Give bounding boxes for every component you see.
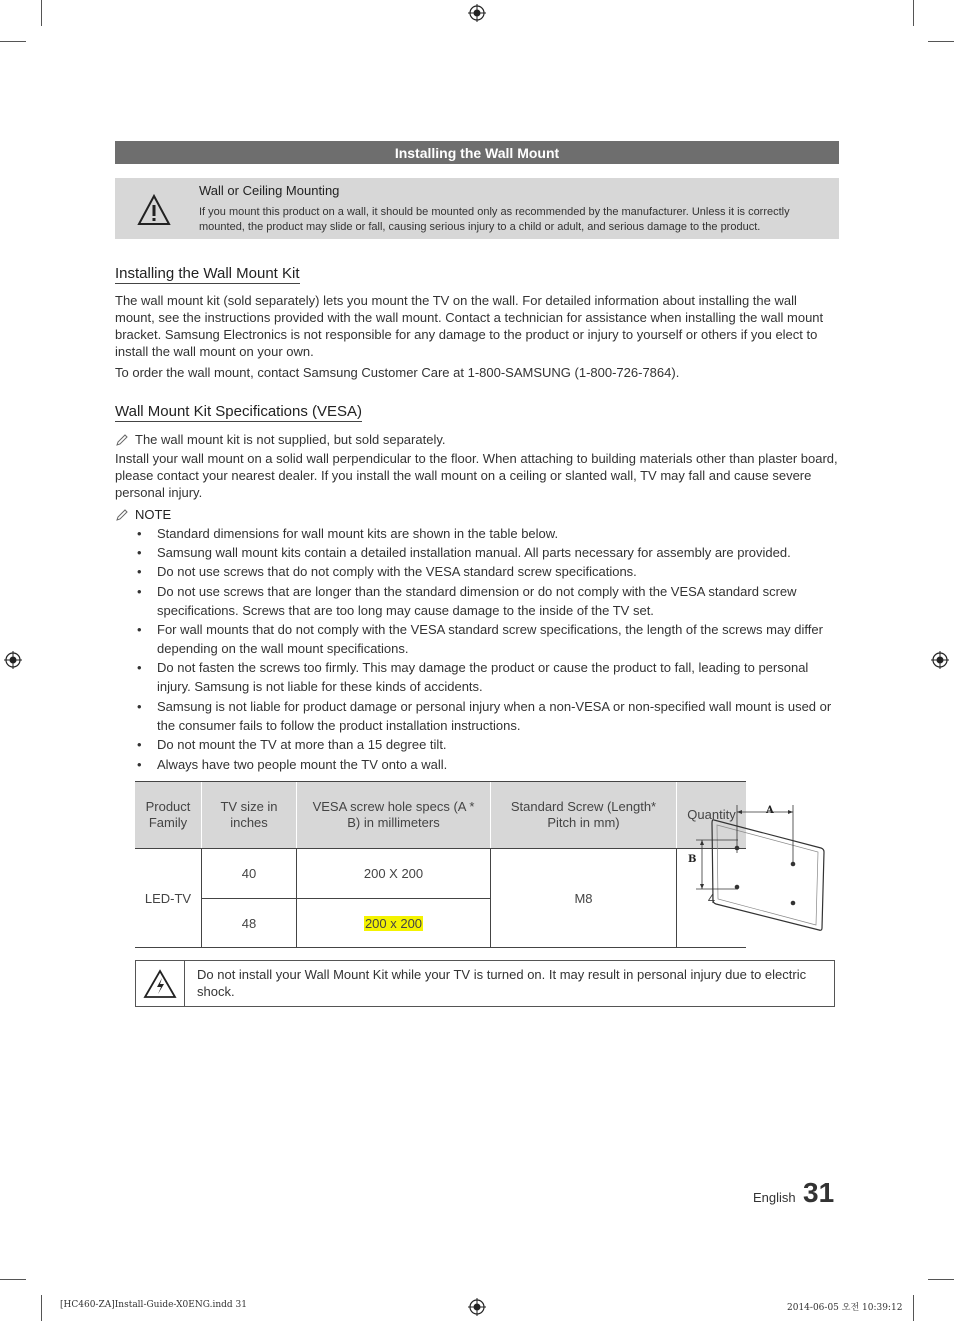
registration-mark-icon	[468, 1298, 486, 1316]
dimension-label-b: B	[688, 854, 697, 865]
list-item-text: Do not mount the TV at more than a 15 degree tilt.	[157, 737, 447, 752]
note-pencil-icon	[115, 508, 129, 522]
tv-mount-diagram	[684, 798, 830, 938]
registration-mark-icon	[4, 651, 22, 669]
note-pencil-icon	[115, 433, 129, 447]
crop-mark	[41, 0, 42, 26]
table-header-row	[135, 782, 746, 849]
vesa-spec-table	[135, 781, 746, 948]
footer-language: English	[753, 1190, 796, 1205]
column-header: VESA screw hole specs (A * B) in millimeters	[297, 782, 491, 849]
list-item-text: Do not use screws that do not comply with the VESA standard screw specifications.	[157, 564, 637, 579]
table-cell-screw: M8	[491, 849, 677, 948]
order-paragraph: To order the wall mount, contact Samsung Customer Care at 1-800-SAMSUNG (1-800-726-7864).	[115, 365, 680, 380]
table-cell-vesa: 200 X 200	[297, 849, 491, 899]
warning-text: If you mount this product on a wall, it should be mounted only as recommended by the manufacturer. Unless it is correctly mounted, the product may slide or fall, causing serious injury to a child or adult, and serious damage to the product.	[199, 206, 790, 233]
crop-mark	[41, 1295, 42, 1321]
table-cell-vesa	[297, 899, 491, 948]
registration-mark-icon	[931, 651, 949, 669]
warning-title: Wall or Ceiling Mounting	[199, 183, 340, 198]
warning-triangle-icon	[137, 194, 171, 226]
crop-mark	[928, 41, 954, 42]
list-item-text: Always have two people mount the TV onto a wall.	[157, 757, 448, 772]
table-cell-size: 48	[202, 899, 297, 948]
dimension-label-a: A	[766, 805, 774, 816]
registration-mark-icon	[468, 4, 486, 22]
crop-mark	[0, 41, 26, 42]
caution-text: Do not install your Wall Mount Kit while your TV is turned on. It may result in personal injury due to electric shock.	[197, 967, 807, 999]
list-item-text: Do not use screws that are longer than the standard dimension or do not comply with the VESA standard screw specifications. Screws that are too long may cause damage to the inside of the TV set.	[157, 584, 797, 618]
table-row	[135, 849, 746, 899]
list-item-text: Standard dimensions for wall mount kits are shown in the table below.	[157, 526, 559, 541]
highlighted-value: 200 x 200	[364, 915, 423, 931]
column-header: Product Family	[135, 782, 202, 849]
list-item-text: Samsung is not liable for product damage or personal injury when a non-VESA or non-specified wall mount is used or the consumer fails to follow the product installation instructions.	[157, 699, 832, 733]
crop-mark	[913, 0, 914, 26]
kit-paragraph: The wall mount kit (sold separately) lets you mount the TV on the wall. For detailed information about installing the wall mount, see the instructions provided with the wall mount. Contact a technician for assistance when installing the wall mount bracket. Samsung Electronics is not responsible for any damage to the product or injury to yourself or others if you elect to install the wall mount on your own.	[115, 293, 824, 359]
column-header: Standard Screw (Length* Pitch in mm)	[491, 782, 677, 849]
kit-heading: Installing the Wall Mount Kit	[115, 265, 300, 282]
crop-mark	[0, 1279, 26, 1280]
crop-mark	[913, 1295, 914, 1321]
vesa-heading: Wall Mount Kit Specifications (VESA)	[115, 403, 363, 420]
list-item-text: For wall mounts that do not comply with the VESA standard screw specifications, the length of the screws may differ depending on the wall mount specifications.	[157, 622, 823, 656]
crop-mark	[928, 1279, 954, 1280]
section-title: Installing the Wall Mount	[115, 141, 839, 164]
table-cell-family: LED-TV	[135, 849, 202, 948]
electric-shock-icon	[143, 969, 177, 999]
caution-icon-cell	[136, 961, 185, 1006]
caution-box	[135, 960, 835, 1007]
footer-file-info: [HC460-ZA]Install-Guide-X0ENG.indd 31	[60, 1300, 247, 1310]
column-header: Quantity	[677, 782, 747, 849]
install-paragraph: Install your wall mount on a solid wall perpendicular to the floor. When attaching to building materials other than plaster board, please contact your nearest dealer. If you install the wall mount on a ceiling or slanted wall, TV may fall and cause severe personal injury.	[115, 451, 838, 500]
note-not-supplied: The wall mount kit is not supplied, but sold separately.	[135, 432, 446, 447]
column-header: TV size in inches	[202, 782, 297, 849]
note-label: NOTE	[135, 507, 172, 522]
table-cell-size: 40	[202, 849, 297, 899]
footer-date: 2014-06-05 오전 10:39:12	[787, 1303, 903, 1313]
table-cell-quantity: 4	[677, 849, 747, 948]
warning-box	[115, 178, 839, 239]
page-number: 31	[803, 1177, 835, 1208]
list-item-text: Do not fasten the screws too firmly. This may damage the product or cause the product to fall, leading to personal injury. Samsung is not liable for these kinds of accidents.	[157, 660, 809, 694]
list-item-text: Samsung wall mount kits contain a detailed installation manual. All parts necessary for assembly are provided.	[157, 545, 791, 560]
